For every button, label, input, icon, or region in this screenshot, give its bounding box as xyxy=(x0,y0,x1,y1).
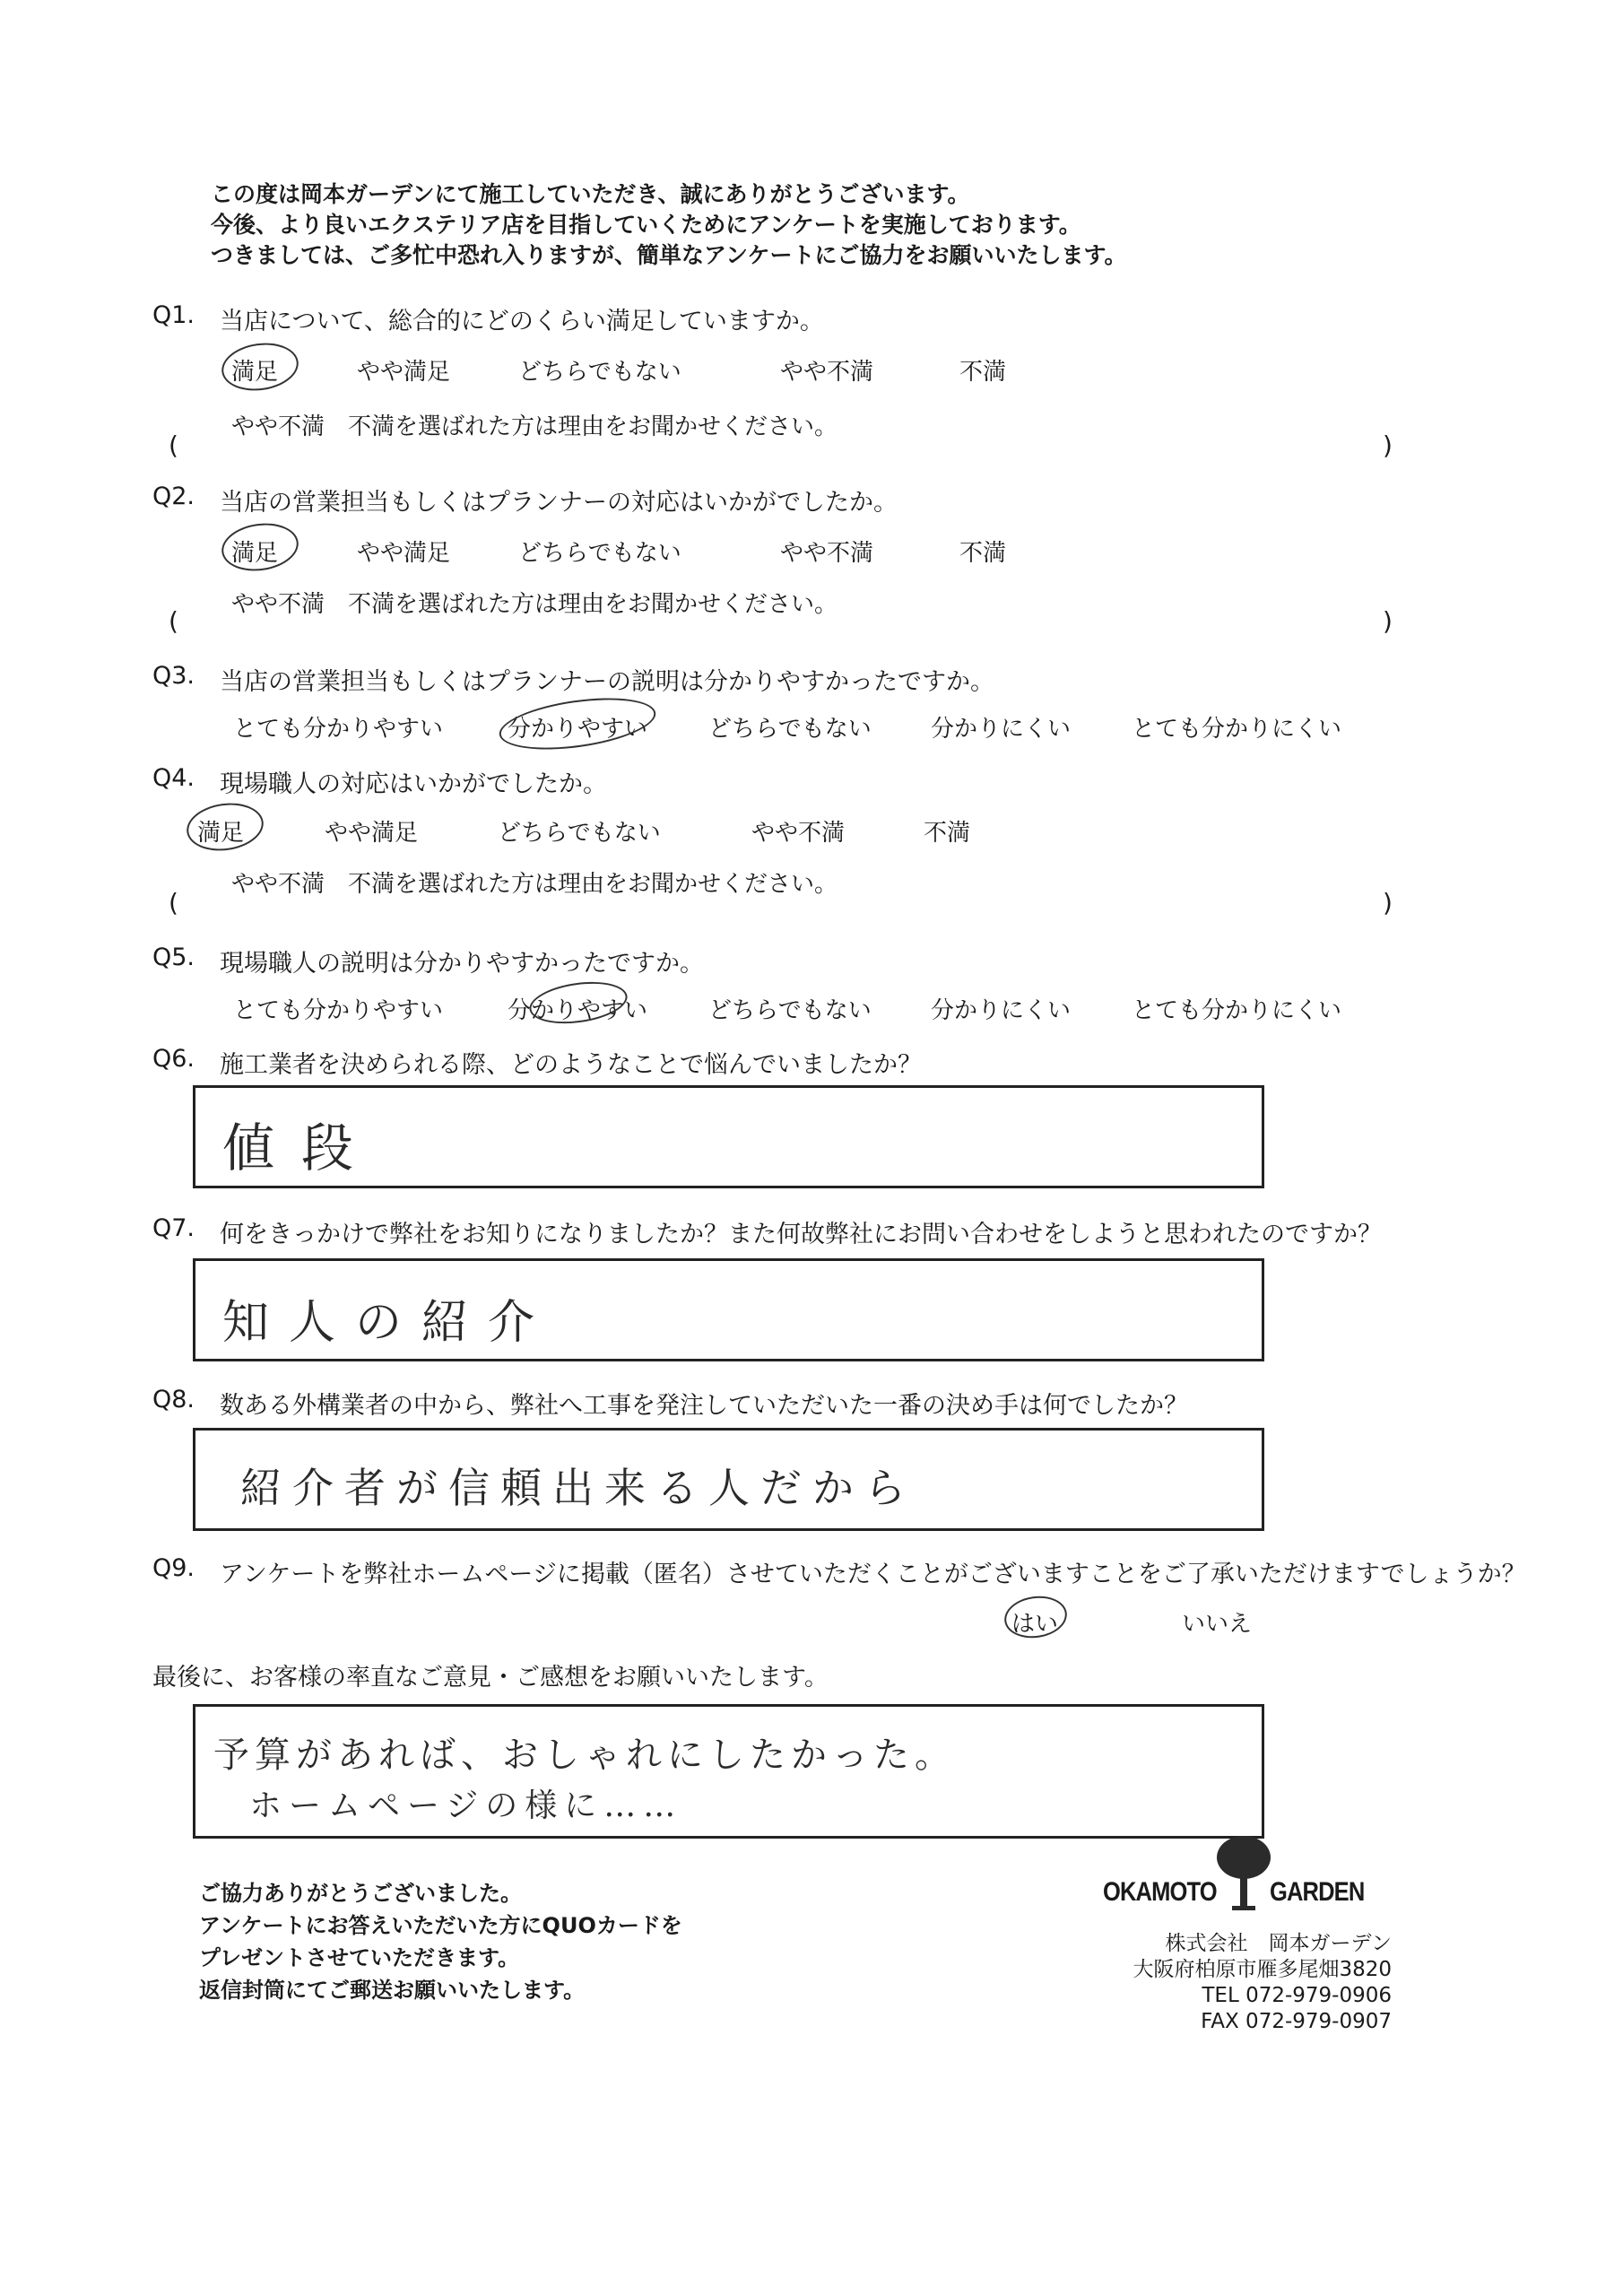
intro-line: この度は岡本ガーデンにて施工していただき、誠にありがとうございます。 xyxy=(211,181,970,207)
q3-option-neutral[interactable]: どちらでもない xyxy=(708,716,872,743)
q1-reason-prompt: やや不満 不満を選ばれた方は理由をお聞かせください。 xyxy=(231,413,838,440)
q9-option-no[interactable]: いいえ xyxy=(1182,1611,1253,1638)
q2-text: 当店の営業担当もしくはプランナーの対応はいかがでしたか。 xyxy=(220,489,898,517)
company-fax: FAX 072-979-0907 xyxy=(1201,2010,1392,2033)
intro-line: 今後、より良いエクステリア店を目指していくためにアンケートを実施しております。 xyxy=(211,212,1081,238)
q4-text: 現場職人の対応はいかがでしたか。 xyxy=(220,770,607,798)
q2-reason-open: ( xyxy=(169,606,178,636)
q8-number: Q8. xyxy=(152,1386,195,1413)
q3-text: 当店の営業担当もしくはプランナーの説明は分かりやすかったですか。 xyxy=(220,668,994,696)
final-answer-box[interactable] xyxy=(193,1704,1264,1839)
q5-option-unclear[interactable]: 分かりにくい xyxy=(931,997,1072,1024)
q7-text: 何をきっかけで弊社をお知りになりましたか？また何故弊社にお問い合わせをしようと思われたのですか？ xyxy=(220,1221,1382,1248)
q3-option-very-unclear[interactable]: とても分かりにくい xyxy=(1132,716,1342,743)
q6-number: Q6. xyxy=(152,1045,195,1073)
q3-option-very-clear[interactable]: とても分かりやすい xyxy=(233,716,444,743)
q7-number: Q7. xyxy=(152,1214,195,1242)
company-logo xyxy=(1103,1834,1372,1915)
q2-reason-close: ) xyxy=(1383,606,1393,636)
q5-number: Q5. xyxy=(152,944,195,971)
q4-option-neutral[interactable]: どちらでもない xyxy=(498,820,661,847)
q2-reason-prompt: やや不満 不満を選ばれた方は理由をお聞かせください。 xyxy=(231,591,838,618)
q1-number: Q1. xyxy=(152,301,195,329)
q1-option-somewhat-satisfied[interactable]: やや満足 xyxy=(357,359,451,386)
logo-text-right: GARDEN xyxy=(1270,1877,1365,1907)
company-info xyxy=(1133,1931,1392,2035)
q1-option-somewhat-dissatisfied[interactable]: やや不満 xyxy=(780,359,874,386)
final-prompt: 最後に、お客様の率直なご意見・ご感想をお願いいたします。 xyxy=(152,1664,829,1692)
company-name: 株式会社 岡本ガーデン xyxy=(1165,1932,1392,1955)
q1-text: 当店について、総合的にどのくらい満足していますか。 xyxy=(220,308,824,335)
q9-option-yes[interactable]: はい xyxy=(1011,1611,1059,1638)
q3-number: Q3. xyxy=(152,662,195,690)
q4-option-somewhat-satisfied[interactable]: やや満足 xyxy=(325,820,419,847)
q6-answer-box[interactable] xyxy=(193,1085,1264,1188)
intro-text xyxy=(211,179,1127,271)
q2-option-dissatisfied[interactable]: 不満 xyxy=(959,540,1007,567)
q8-text: 数ある外構業者の中から、弊社へ工事を発注していただいた一番の決め手は何でしたか？ xyxy=(220,1392,1188,1420)
final-answer-line-2: ホームページの様に…… xyxy=(249,1787,683,1824)
q3-option-unclear[interactable]: 分かりにくい xyxy=(931,716,1072,743)
q1-selection-mark xyxy=(219,338,301,395)
closing-line: アンケートにお答えいただいた方にQUOカードを xyxy=(199,1913,682,1938)
company-address: 大阪府柏原市雁多尾畑3820 xyxy=(1133,1958,1392,1981)
tree-icon xyxy=(1212,1834,1275,1915)
q5-option-neutral[interactable]: どちらでもない xyxy=(708,997,872,1024)
intro-line: つきましては、ご多忙中恐れ入りますが、簡単なアンケートにご協力をお願いいたします。 xyxy=(211,242,1127,268)
q2-option-neutral[interactable]: どちらでもない xyxy=(518,540,681,567)
company-tel: TEL 072-979-0906 xyxy=(1202,1984,1392,2007)
q2-number: Q2. xyxy=(152,483,195,510)
q1-reason-open: ( xyxy=(169,430,178,460)
q1-reason-close: ) xyxy=(1383,430,1393,460)
q2-option-satisfied[interactable]: 満足 xyxy=(231,540,279,567)
q7-answer-box[interactable] xyxy=(193,1258,1264,1361)
closing-line: ご協力ありがとうございました。 xyxy=(199,1881,522,1906)
q4-reason-close: ) xyxy=(1383,888,1393,918)
q9-text: アンケートを弊社ホームページに掲載（匿名）させていただくことがございますことをご了承いただけますでしょうか？ xyxy=(220,1561,1526,1588)
q4-option-somewhat-dissatisfied[interactable]: やや不満 xyxy=(751,820,846,847)
q4-number: Q4. xyxy=(152,764,195,792)
q1-option-dissatisfied[interactable]: 不満 xyxy=(959,359,1007,386)
q8-answer-box[interactable] xyxy=(193,1428,1264,1531)
logo-text-left: OKAMOTO xyxy=(1103,1877,1217,1907)
q3-option-clear[interactable]: 分かりやすい xyxy=(508,716,648,743)
q5-option-very-unclear[interactable]: とても分かりにくい xyxy=(1132,997,1342,1024)
q1-option-neutral[interactable]: どちらでもない xyxy=(518,359,681,386)
closing-line: 返信封筒にてご郵送お願いいたします。 xyxy=(199,1978,586,2003)
closing-line: プレゼントさせていただきます。 xyxy=(199,1945,520,1970)
q4-reason-prompt: やや不満 不満を選ばれた方は理由をお聞かせください。 xyxy=(231,871,838,898)
final-answer-line-1: 予算があれば、おしゃれにしたかった。 xyxy=(213,1735,956,1776)
q4-option-satisfied[interactable]: 満足 xyxy=(197,820,245,847)
q2-option-somewhat-dissatisfied[interactable]: やや不満 xyxy=(780,540,874,567)
q4-selection-mark xyxy=(184,798,266,855)
q7-answer: 知人の紹介 xyxy=(222,1296,555,1350)
q5-option-very-clear[interactable]: とても分かりやすい xyxy=(233,997,444,1024)
q5-text: 現場職人の説明は分かりやすかったですか。 xyxy=(220,950,704,978)
q8-answer: 紹介者が信頼出来る人だから xyxy=(240,1464,916,1512)
q2-option-somewhat-satisfied[interactable]: やや満足 xyxy=(357,540,451,567)
q1-option-satisfied[interactable]: 満足 xyxy=(231,359,279,386)
q3-selection-mark xyxy=(496,690,659,758)
q4-option-dissatisfied[interactable]: 不満 xyxy=(924,820,971,847)
q6-answer: 値段 xyxy=(222,1118,381,1178)
closing-message xyxy=(199,1877,682,2006)
q5-option-clear[interactable]: 分かりやすい xyxy=(508,997,648,1024)
q4-reason-open: ( xyxy=(169,888,178,918)
q9-number: Q9. xyxy=(152,1554,195,1582)
q6-text: 施工業者を決められる際、どのようなことで悩んでいましたか？ xyxy=(220,1051,922,1079)
